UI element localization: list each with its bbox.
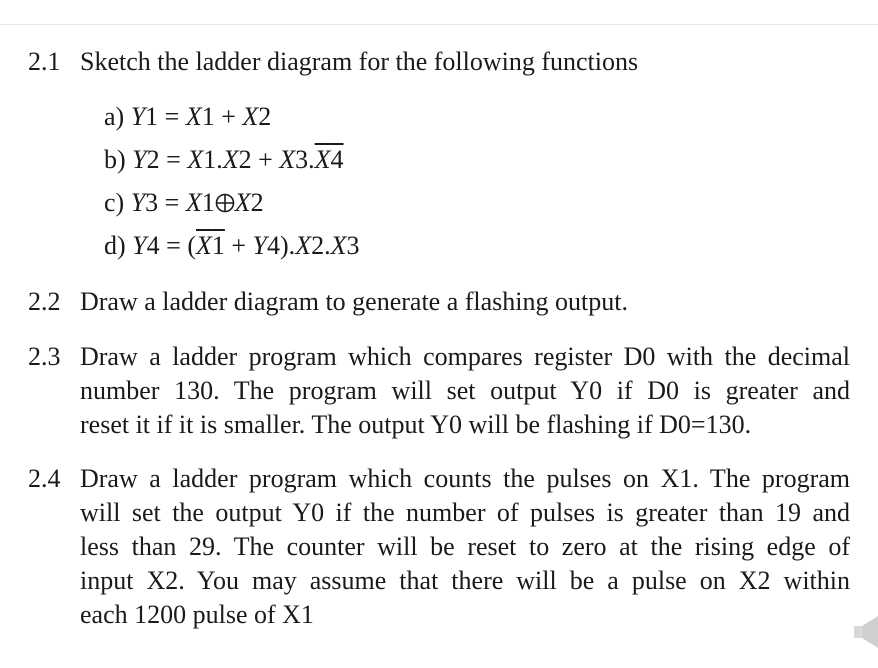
- question-text: [80, 340, 850, 442]
- negated-term: [315, 145, 344, 174]
- circled-plus-icon: [215, 188, 235, 208]
- operator: +: [251, 145, 280, 174]
- var: X: [295, 231, 312, 260]
- speaker-icon[interactable]: [848, 612, 878, 652]
- var: X: [222, 145, 239, 174]
- item-c: [104, 186, 264, 220]
- var-index: 3: [346, 231, 360, 260]
- var: X: [242, 102, 259, 131]
- item-label: b): [104, 145, 126, 174]
- negated-term: [196, 231, 225, 260]
- var-index: 4: [330, 145, 344, 174]
- text-line: Draw a ladder program which counts the pulses on X1. The program: [80, 464, 850, 493]
- var-index: 2: [311, 231, 325, 260]
- question-number: 2.3: [28, 342, 61, 371]
- var: X: [185, 102, 202, 131]
- var: Y: [252, 231, 268, 260]
- item-b: [104, 143, 344, 177]
- var: X: [185, 188, 202, 217]
- item-label: a): [104, 102, 125, 131]
- text-line: number 130. The program will set output Y0 if D0 is greater and: [80, 376, 850, 405]
- var-index: 2: [250, 188, 264, 217]
- equals: =: [158, 102, 186, 131]
- dot: .: [324, 231, 331, 260]
- var-index: 3: [145, 188, 159, 217]
- var: X: [330, 231, 347, 260]
- var-index: 4: [267, 231, 281, 260]
- question-number: 2.2: [28, 287, 61, 316]
- paren: ).: [280, 231, 296, 260]
- dot: .: [216, 145, 223, 174]
- var-index: 1: [203, 145, 217, 174]
- question-number: 2.4: [28, 464, 61, 493]
- var: X: [234, 188, 251, 217]
- text-line: will set the output Y0 if the number of pulses is greater than 19 and: [80, 498, 850, 527]
- operator: +: [224, 231, 253, 260]
- var: X: [314, 145, 331, 174]
- var-index: 1: [145, 102, 159, 131]
- text-line: Draw a ladder program which compares register D0 with the decimal: [80, 342, 850, 371]
- var: Y: [130, 102, 146, 131]
- var-index: 1: [211, 231, 225, 260]
- equals: =: [158, 188, 186, 217]
- dot: .: [308, 145, 315, 174]
- question-text: Sketch the ladder diagram for the following functions: [80, 47, 639, 76]
- equals: =: [159, 231, 188, 260]
- top-divider: [0, 24, 878, 25]
- text-line: input X2. You may assume that there will be a pulse on X2 within: [80, 566, 850, 595]
- var-index: 2: [258, 102, 272, 131]
- var: Y: [132, 145, 147, 174]
- text-line: less than 29. The counter will be reset to zero at the rising edge of: [80, 532, 850, 561]
- var-index: 3: [295, 145, 309, 174]
- var: X: [279, 145, 296, 174]
- item-d: [104, 229, 359, 263]
- var: X: [195, 231, 212, 260]
- question-text: Draw a ladder diagram to generate a flashing output.: [80, 287, 628, 316]
- var-index: 2: [238, 145, 252, 174]
- item-label: d): [104, 231, 126, 260]
- var: Y: [130, 188, 146, 217]
- var: X: [187, 145, 204, 174]
- question-number: 2.1: [28, 47, 61, 76]
- text-line: reset it if it is smaller. The output Y0 will be flashing if D0=130.: [80, 410, 752, 439]
- var-index: 1: [201, 188, 215, 217]
- var-index: 1: [201, 102, 215, 131]
- var: Y: [132, 231, 147, 260]
- equals: =: [159, 145, 188, 174]
- var-index: 4: [146, 231, 160, 260]
- item-a: [104, 100, 271, 134]
- operator: +: [214, 102, 243, 131]
- text-line: each 1200 pulse of X1: [80, 600, 314, 629]
- var-index: 2: [146, 145, 160, 174]
- paren: (: [187, 231, 196, 260]
- item-label: c): [104, 188, 125, 217]
- question-text: [80, 462, 850, 632]
